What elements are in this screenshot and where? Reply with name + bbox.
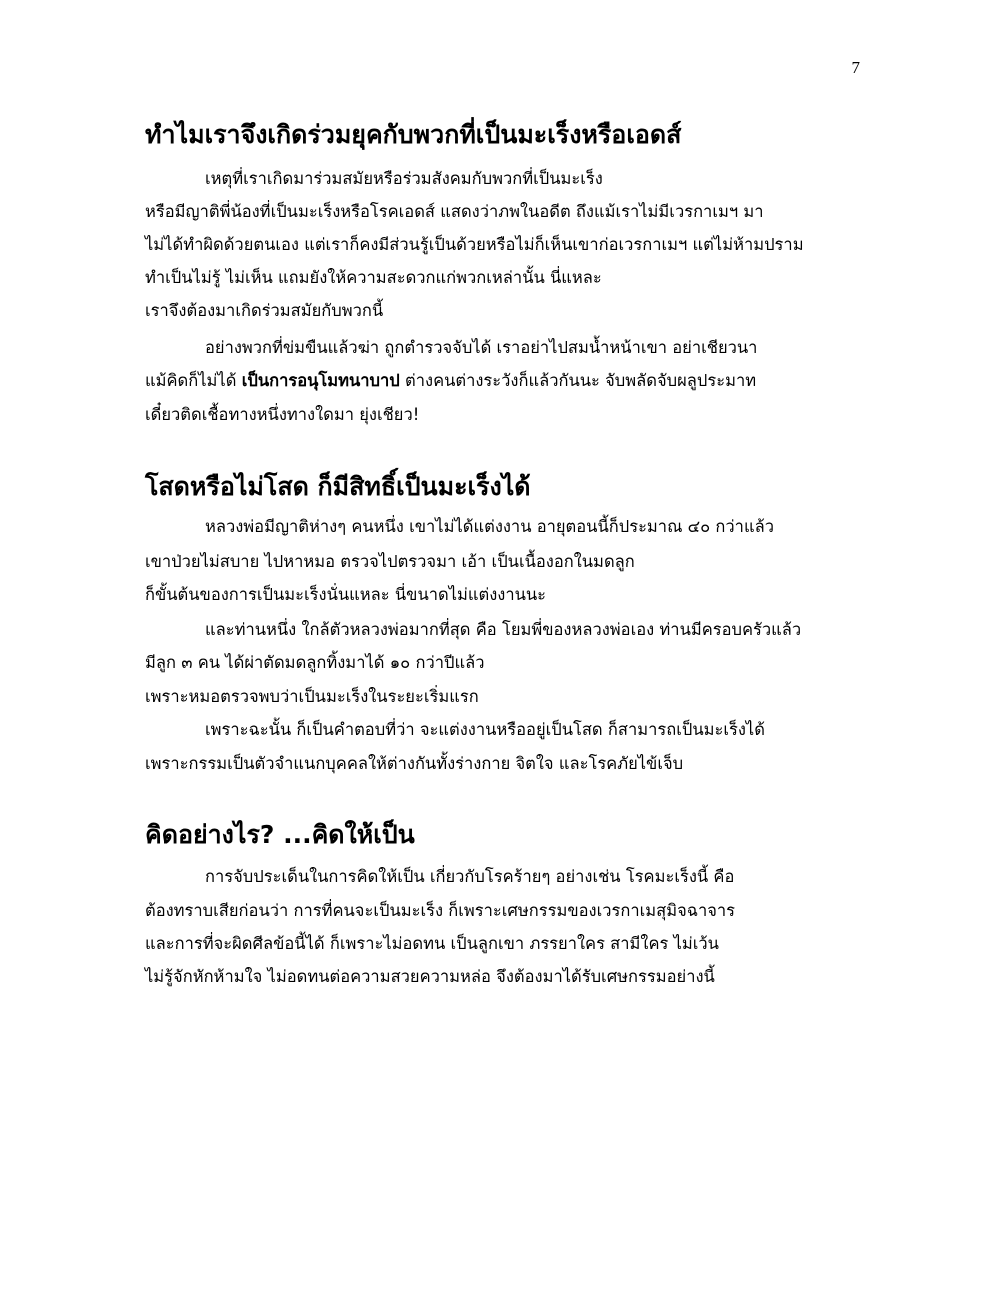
section-3-heading: คิดอย่างไร? ...คิดให้เป็น (145, 820, 415, 849)
paragraph-line: เพราะฉะนั้น ก็เป็นคำตอบที่ว่า จะแต่งงานหรืออยู่เป็นโสด ก็สามารถเป็นมะเร็งได้ (205, 720, 765, 739)
paragraph-line: เพราะหมอตรวจพบว่าเป็นมะเร็งในระยะเริ่มแรก (145, 687, 479, 706)
paragraph-line: เขาป่วยไม่สบาย ไปหาหมอ ตรวจไปตรวจมา เอ้า เป็นเนื้องอกในมดลูก (145, 552, 635, 571)
paragraph-line: มีลูก ๓ คน ได้ผ่าตัดมดลูกทิ้งมาได้ ๑๐ กว่าปีแล้ว (145, 653, 485, 672)
paragraph-line: ก็ขั้นต้นของการเป็นมะเร็งนั่นแหละ นี่ขนาดไม่แต่งงานนะ (145, 585, 547, 604)
paragraph-line: และการที่จะผิดศีลข้อนี้ได้ ก็เพราะไม่อดทน เป็นลูกเขา ภรรยาใคร สามีใคร ไม่เว้น (145, 934, 719, 953)
paragraph-line: ไม่ได้ทำผิดด้วยตนเอง แต่เราก็คงมีส่วนรู้เป็นด้วยหรือไม่ก็เห็นเขาก่อเวรกาเมฯ แต่ไม่ห้ามปราม (145, 235, 804, 254)
page-number: 7 (851, 58, 860, 77)
paragraph-line: อย่างพวกที่ข่มขืนแล้วฆ่า ถูกตำรวจจับได้ เราอย่าไปสมน้ำหน้าเขา อย่าเชียวนา (205, 338, 758, 357)
paragraph-line: ไม่รู้จักหักห้ามใจ ไม่อดทนต่อความสวยความหล่อ จึงต้องมาได้รับเศษกรรมอย่างนี้ (145, 967, 715, 986)
paragraph-line: เหตุที่เราเกิดมาร่วมสมัยหรือร่วมสังคมกับพวกที่เป็นมะเร็ง (205, 169, 603, 188)
paragraph-line: ต้องทราบเสียก่อนว่า การที่คนจะเป็นมะเร็ง ก็เพราะเศษกรรมของเวรกาเมสุมิจฉาจาร (145, 901, 736, 920)
line-text-before: แม้คิดก็ไม่ได้ (145, 371, 242, 390)
paragraph-line-with-emphasis (145, 366, 756, 396)
paragraph-line: เราจึงต้องมาเกิดร่วมสมัยกับพวกนี้ (145, 301, 384, 320)
paragraph-line: เพราะกรรมเป็นตัวจำแนกบุคคลให้ต่างกันทั้งร่างกาย จิตใจ และโรคภัยไข้เจ็บ (145, 754, 684, 773)
section-2-heading: โสดหรือไม่โสด ก็มีสิทธิ์เป็นมะเร็งได้ (145, 472, 531, 501)
paragraph-line: หลวงพ่อมีญาติห่างๆ คนหนึ่ง เขาไม่ได้แต่งงาน อายุตอนนี้ก็ประมาณ ๔๐ กว่าแล้ว (205, 517, 774, 536)
paragraph-line: ทำเป็นไม่รู้ ไม่เห็น แถมยังให้ความสะดวกแก่พวกเหล่านั้น นี่แหละ (145, 268, 602, 287)
emphasis-text: เป็นการอนุโมทนาบาป (241, 371, 400, 390)
section-1-heading: ทำไมเราจึงเกิดร่วมยุคกับพวกที่เป็นมะเร็งหรือเอดส์ (145, 120, 682, 149)
paragraph-line: และท่านหนึ่ง ใกล้ตัวหลวงพ่อมากที่สุด คือ โยมพี่ของหลวงพ่อเอง ท่านมีครอบครัวแล้ว (205, 620, 802, 639)
line-text-after: ต่างคนต่างระวังก็แล้วกันนะ จับพลัดจับผลูประมาท (399, 371, 757, 390)
paragraph-line: หรือมีญาติพี่น้องที่เป็นมะเร็งหรือโรคเอดส์ แสดงว่าภพในอดีต ถึงแม้เราไม่มีเวรกาเมฯ มา (145, 202, 764, 221)
paragraph-line: การจับประเด็นในการคิดให้เป็น เกี่ยวกับโรคร้ายๆ อย่างเช่น โรคมะเร็งนี้ คือ (205, 867, 735, 886)
paragraph-line: เดี๋ยวติดเชื้อทางหนึ่งทางใดมา ยุ่งเชียว! (145, 405, 420, 424)
